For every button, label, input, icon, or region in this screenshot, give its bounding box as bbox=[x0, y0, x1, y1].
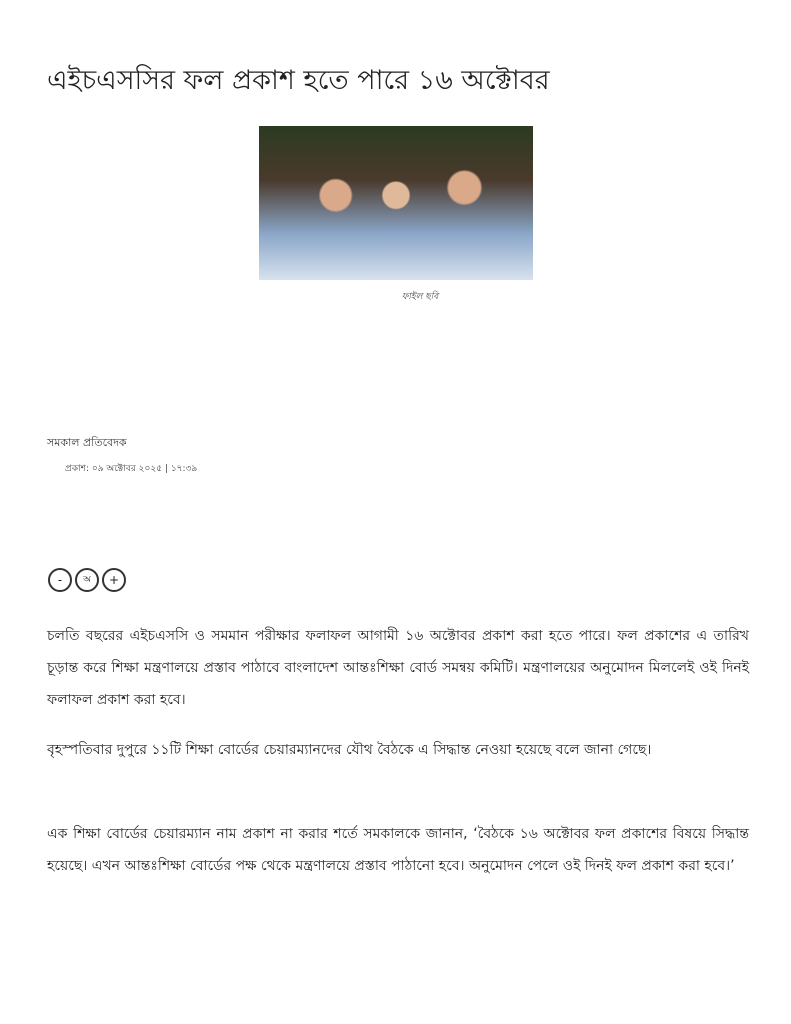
paragraph: এক শিক্ষা বোর্ডের চেয়ারম্যান নাম প্রকাশ না করার শর্তে সমকালকে জানান, ‘বৈঠকে ১৬ অক্টোবর ফল প্রকাশের বিষয়ে সিদ্ধান্ত হয়েছে। এখন আন্তঃশিক্ষা বোর্ডের পক্ষ থেকে মন্ত্রণালয়ে প্রস্তাব পাঠানো হবে। অনুমোদন পেলে ওই দিনই ফল প্রকাশ করা হবে।’ bbox=[47, 826, 749, 874]
article-photo bbox=[259, 126, 533, 280]
image-caption: ফাইল ছবি bbox=[401, 292, 439, 302]
increase-font-button[interactable]: + bbox=[102, 568, 126, 592]
article-body bbox=[47, 620, 749, 900]
article-title: এইচএসসির ফল প্রকাশ হতে পারে ১৬ অক্টোবর bbox=[47, 65, 550, 96]
paragraph: বৃহস্পতিবার দুপুরে ১১টি শিক্ষা বোর্ডের চেয়ারম্যানদের যৌথ বৈঠকে এ সিদ্ধান্ত নেওয়া হয়েছে বলে জানা গেছে। bbox=[47, 742, 652, 758]
decrease-font-button[interactable]: - bbox=[48, 568, 72, 592]
font-size-controls bbox=[48, 568, 126, 592]
paragraph: চলতি বছরের এইচএসসি ও সমমান পরীক্ষার ফলাফল আগামী ১৬ অক্টোবর প্রকাশ করা হতে পারে। ফল প্রকাশের এ তারিখ চূড়ান্ত করে শিক্ষা মন্ত্রণালয়ে প্রস্তাব পাঠাবে বাংলাদেশ আন্তঃশিক্ষা বোর্ড সমন্বয় কমিটি। মন্ত্রণালয়ের অনুমোদন মিললেই ওই দিনই ফলাফল প্রকাশ করা হবে। bbox=[47, 628, 749, 708]
reset-font-button[interactable]: অ bbox=[75, 568, 99, 592]
publish-date: প্রকাশ: ০৯ অক্টোবর ২০২৫ | ১৭:৩৯ bbox=[65, 464, 198, 474]
byline: সমকাল প্রতিবেদক bbox=[47, 436, 127, 449]
